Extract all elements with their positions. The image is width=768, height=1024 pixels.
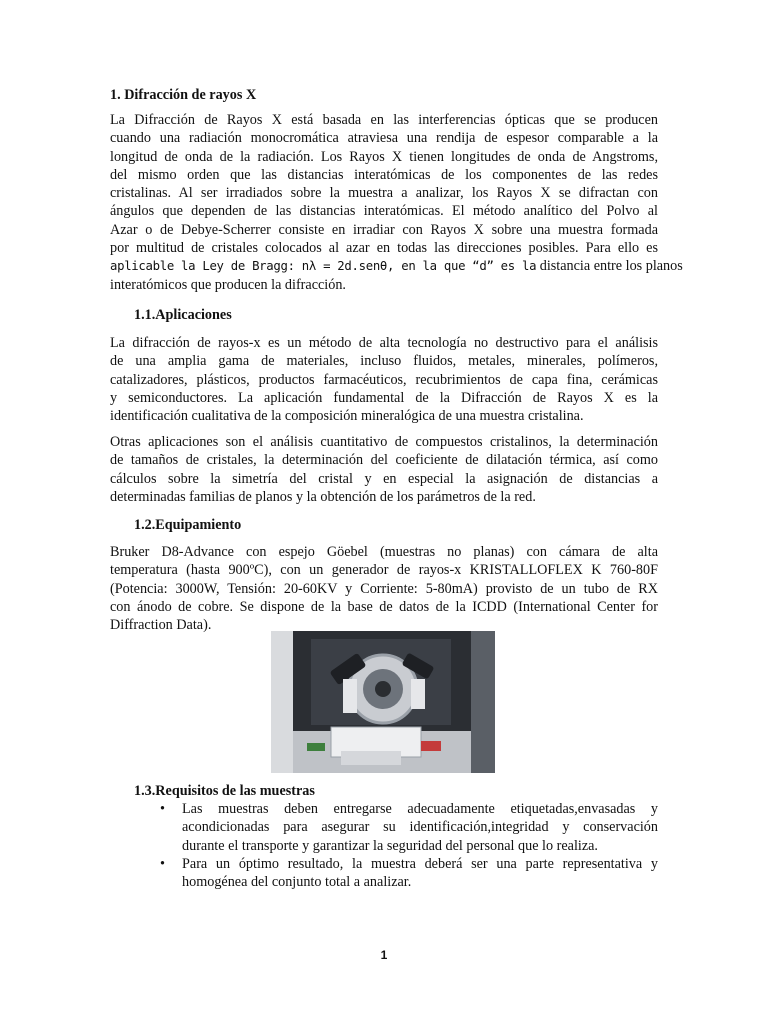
list-item-line: Para un óptimo resultado, la muestra deberá ser una parte representativa y (182, 855, 658, 872)
bragg-formula: aplicable la Ley de Bragg: nλ = 2d.senθ, en la que “d” es la (110, 259, 537, 274)
subsection-heading-requisitos: 1.3.Requisitos de las muestras (134, 783, 315, 799)
list-item-line: homogénea del conjunto total a analizar. (182, 874, 412, 891)
bragg-line (110, 257, 683, 275)
equipamiento-paragraph (110, 543, 658, 634)
intro-line: ángulos que dependen de las distancias interatómicas. El método analítico del Polvo al (110, 203, 658, 220)
aplicaciones-paragraph-2 (110, 433, 658, 506)
apps-line: identificación cualitativa de la composición mineralógica de una muestra cristalina. (110, 408, 584, 425)
bullet-icon: • (160, 801, 165, 817)
aplicaciones-paragraph-1 (110, 334, 658, 425)
intro-line-last: interatómicos que producen la difracción. (110, 276, 346, 293)
apps-line: determinadas familias de planos y la obtención de los parámetros de la red. (110, 488, 536, 505)
list-item-line: Las muestras deben entregarse adecuadamente etiquetadas,envasadas y (182, 801, 658, 817)
intro-line: La Difracción de Rayos X está basada en las interferencias ópticas que se producen (110, 112, 658, 128)
apps-line: y semiconductores. La aplicación fundamental de la Difracción de Rayos X es la (110, 389, 658, 406)
bullet-icon: • (160, 855, 165, 872)
requisitos-list (110, 800, 658, 891)
page-number: 1 (380, 948, 388, 962)
list-item (110, 855, 658, 892)
list-item (110, 800, 658, 855)
apps-line: catalizadores, plásticos, productos farmacéuticos, recubrimientos de capa fina, cerámicas (110, 371, 658, 388)
intro-paragraph (110, 111, 683, 294)
equip-line: Diffraction Data). (110, 617, 212, 634)
equip-line: temperatura (hasta 900ºC), con un generador de rayos-x KRISTALLOFLEX K 760-80F (110, 562, 658, 579)
intro-line: por multitud de cristales colocados al azar en todas las direcciones posibles. Para ello es (110, 240, 658, 257)
equip-line: con ánodo de cobre. Se dispone de la base de datos de la ICDD (International Center for (110, 598, 658, 615)
bragg-line-rest: distancia entre los planos (536, 258, 683, 275)
diffractometer-photo (271, 631, 495, 773)
intro-line: Azar o de Debye-Scherrer consiste en irradiar con Rayos X sobre una muestra formada (110, 221, 658, 238)
intro-line: cristalinas. Al ser irradiados sobre la muestra a analizar, los Rayos X se difractan con (110, 185, 658, 202)
apps-line: de una amplia gama de materiales, incluso fluidos, metales, minerales, polímeros, (110, 353, 658, 370)
equip-line: (Potencia: 3000W, Tensión: 20-60KV y Corriente: 5-80mA) provisto de un tubo de RX (110, 580, 658, 597)
list-item-line: acondicionadas para asegurar su identificación,integridad y conservación (182, 819, 658, 836)
apps-line: cálculos sobre la simetría del cristal y en especial la asignación de distancias a (110, 470, 658, 487)
equip-line: Bruker D8-Advance con espejo Göebel (muestras no planas) con cámara de alta (110, 544, 658, 560)
subsection-heading-aplicaciones: 1.1.Aplicaciones (134, 307, 232, 323)
apps-line: de tamaños de cristales, la determinación del coeficiente de dilatación térmica, así como (110, 452, 658, 469)
apps-line: Otras aplicaciones son el análisis cuantitativo de compuestos cristalinos, la determinación (110, 434, 658, 450)
subsection-heading-equipamiento: 1.2.Equipamiento (134, 517, 242, 533)
apps-line: La difracción de rayos-x es un método de alta tecnología no destructivo para el análisis (110, 335, 658, 351)
section-heading-difraccion: 1. Difracción de rayos X (110, 87, 257, 103)
list-item-line: durante el transporte y garantizar la seguridad del personal que lo realiza. (182, 837, 598, 854)
intro-line: cuando una radiación monocromática atraviesa una rendija de espesor comparable a la (110, 130, 658, 147)
intro-line: del mismo orden que las distancias interatómicas de los componentes de las redes (110, 166, 658, 183)
intro-line: longitud de onda de la radiación. Los Rayos X tienen longitudes de onda de Angstroms, (110, 148, 658, 165)
